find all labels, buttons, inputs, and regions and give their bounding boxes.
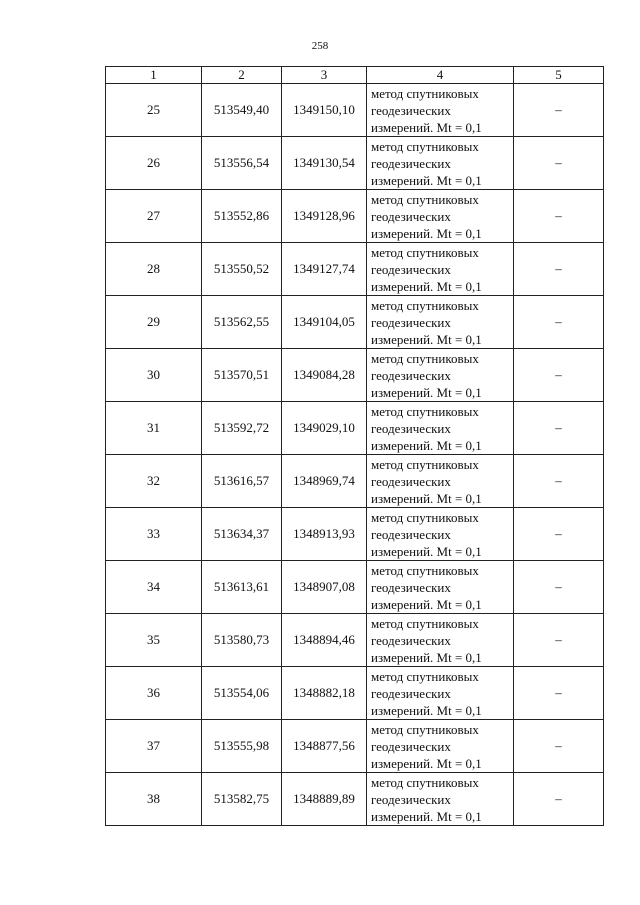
method-line: геодезических [371, 685, 451, 701]
table-row [106, 720, 604, 773]
point-number-cell: 36 [106, 667, 202, 720]
method-line: измерений. Mt = 0,1 [371, 808, 482, 824]
method-line: метод спутниковых [371, 350, 479, 366]
note-cell: – [514, 349, 604, 402]
table-row [106, 402, 604, 455]
table-row [106, 84, 604, 137]
method-cell [367, 455, 514, 508]
method-line: измерений. Mt = 0,1 [371, 119, 482, 135]
method-line: геодезических [371, 155, 451, 171]
method-line: геодезических [371, 367, 451, 383]
method-cell [367, 190, 514, 243]
table-row [106, 561, 604, 614]
method-line: измерений. Mt = 0,1 [371, 543, 482, 559]
note-cell: – [514, 773, 604, 826]
point-number-cell: 31 [106, 402, 202, 455]
y-coordinate-cell: 1349130,54 [282, 137, 367, 190]
x-coordinate-cell: 513580,73 [202, 614, 282, 667]
x-coordinate-cell: 513616,57 [202, 455, 282, 508]
y-coordinate-cell: 1349029,10 [282, 402, 367, 455]
point-number-cell: 33 [106, 508, 202, 561]
method-line: измерений. Mt = 0,1 [371, 437, 482, 453]
method-cell [367, 667, 514, 720]
y-coordinate-cell: 1348907,08 [282, 561, 367, 614]
method-line: метод спутниковых [371, 297, 479, 313]
column-header-4: 4 [367, 67, 514, 84]
method-cell [367, 84, 514, 137]
method-line: геодезических [371, 208, 451, 224]
note-cell: – [514, 508, 604, 561]
table-row [106, 137, 604, 190]
x-coordinate-cell: 513592,72 [202, 402, 282, 455]
y-coordinate-cell: 1348877,56 [282, 720, 367, 773]
method-line: измерений. Mt = 0,1 [371, 278, 482, 294]
note-cell: – [514, 243, 604, 296]
x-coordinate-cell: 513634,37 [202, 508, 282, 561]
x-coordinate-cell: 513554,06 [202, 667, 282, 720]
point-number-cell: 25 [106, 84, 202, 137]
column-header-2: 2 [202, 67, 282, 84]
table-body [106, 84, 604, 826]
method-cell [367, 349, 514, 402]
y-coordinate-cell: 1348894,46 [282, 614, 367, 667]
point-number-cell: 30 [106, 349, 202, 402]
method-line: метод спутниковых [371, 191, 479, 207]
point-number-cell: 32 [106, 455, 202, 508]
method-cell [367, 614, 514, 667]
x-coordinate-cell: 513550,52 [202, 243, 282, 296]
x-coordinate-cell: 513562,55 [202, 296, 282, 349]
method-line: измерений. Mt = 0,1 [371, 596, 482, 612]
x-coordinate-cell: 513556,54 [202, 137, 282, 190]
method-line: метод спутниковых [371, 774, 479, 790]
note-cell: – [514, 190, 604, 243]
header-row [106, 67, 604, 84]
method-line: геодезических [371, 314, 451, 330]
x-coordinate-cell: 513582,75 [202, 773, 282, 826]
method-line: геодезических [371, 473, 451, 489]
method-line: метод спутниковых [371, 244, 479, 260]
method-cell [367, 773, 514, 826]
method-line: метод спутниковых [371, 456, 479, 472]
method-line: метод спутниковых [371, 85, 479, 101]
page-number: 258 [311, 40, 329, 52]
method-cell [367, 402, 514, 455]
table-row [106, 296, 604, 349]
y-coordinate-cell: 1349128,96 [282, 190, 367, 243]
table-row [106, 508, 604, 561]
table-row [106, 667, 604, 720]
x-coordinate-cell: 513570,51 [202, 349, 282, 402]
point-number-cell: 34 [106, 561, 202, 614]
note-cell: – [514, 296, 604, 349]
note-cell: – [514, 455, 604, 508]
x-coordinate-cell: 513552,86 [202, 190, 282, 243]
note-cell: – [514, 614, 604, 667]
method-line: метод спутниковых [371, 138, 479, 154]
method-line: измерений. Mt = 0,1 [371, 384, 482, 400]
method-line: геодезических [371, 261, 451, 277]
method-cell [367, 296, 514, 349]
y-coordinate-cell: 1349084,28 [282, 349, 367, 402]
table-row [106, 614, 604, 667]
column-header-5: 5 [514, 67, 604, 84]
method-line: геодезических [371, 632, 451, 648]
note-cell: – [514, 561, 604, 614]
method-line: метод спутниковых [371, 668, 479, 684]
point-number-cell: 37 [106, 720, 202, 773]
point-number-cell: 27 [106, 190, 202, 243]
column-header-3: 3 [282, 67, 367, 84]
method-line: измерений. Mt = 0,1 [371, 702, 482, 718]
table-row [106, 349, 604, 402]
point-number-cell: 29 [106, 296, 202, 349]
point-number-cell: 38 [106, 773, 202, 826]
method-line: метод спутниковых [371, 509, 479, 525]
method-line: метод спутниковых [371, 562, 479, 578]
y-coordinate-cell: 1348882,18 [282, 667, 367, 720]
y-coordinate-cell: 1348889,89 [282, 773, 367, 826]
method-line: геодезических [371, 420, 451, 436]
note-cell: – [514, 402, 604, 455]
x-coordinate-cell: 513555,98 [202, 720, 282, 773]
point-number-cell: 35 [106, 614, 202, 667]
y-coordinate-cell: 1348913,93 [282, 508, 367, 561]
method-line: геодезических [371, 791, 451, 807]
method-line: метод спутниковых [371, 721, 479, 737]
x-coordinate-cell: 513549,40 [202, 84, 282, 137]
method-line: измерений. Mt = 0,1 [371, 649, 482, 665]
y-coordinate-cell: 1349127,74 [282, 243, 367, 296]
note-cell: – [514, 667, 604, 720]
method-cell [367, 561, 514, 614]
y-coordinate-cell: 1349104,05 [282, 296, 367, 349]
method-line: геодезических [371, 526, 451, 542]
column-header-1: 1 [106, 67, 202, 84]
note-cell: – [514, 84, 604, 137]
method-line: геодезических [371, 738, 451, 754]
method-cell [367, 243, 514, 296]
method-line: геодезических [371, 102, 451, 118]
table-row [106, 190, 604, 243]
method-cell [367, 720, 514, 773]
table-row [106, 773, 604, 826]
method-line: метод спутниковых [371, 615, 479, 631]
method-cell [367, 508, 514, 561]
method-line: измерений. Mt = 0,1 [371, 490, 482, 506]
method-line: измерений. Mt = 0,1 [371, 225, 482, 241]
point-number-cell: 28 [106, 243, 202, 296]
table-row [106, 243, 604, 296]
y-coordinate-cell: 1349150,10 [282, 84, 367, 137]
table-header [106, 67, 604, 84]
x-coordinate-cell: 513613,61 [202, 561, 282, 614]
method-line: измерений. Mt = 0,1 [371, 331, 482, 347]
table-row [106, 455, 604, 508]
coordinates-table [105, 66, 604, 826]
note-cell: – [514, 720, 604, 773]
y-coordinate-cell: 1348969,74 [282, 455, 367, 508]
point-number-cell: 26 [106, 137, 202, 190]
method-line: геодезических [371, 579, 451, 595]
method-line: измерений. Mt = 0,1 [371, 172, 482, 188]
method-line: измерений. Mt = 0,1 [371, 755, 482, 771]
note-cell: – [514, 137, 604, 190]
method-cell [367, 137, 514, 190]
method-line: метод спутниковых [371, 403, 479, 419]
